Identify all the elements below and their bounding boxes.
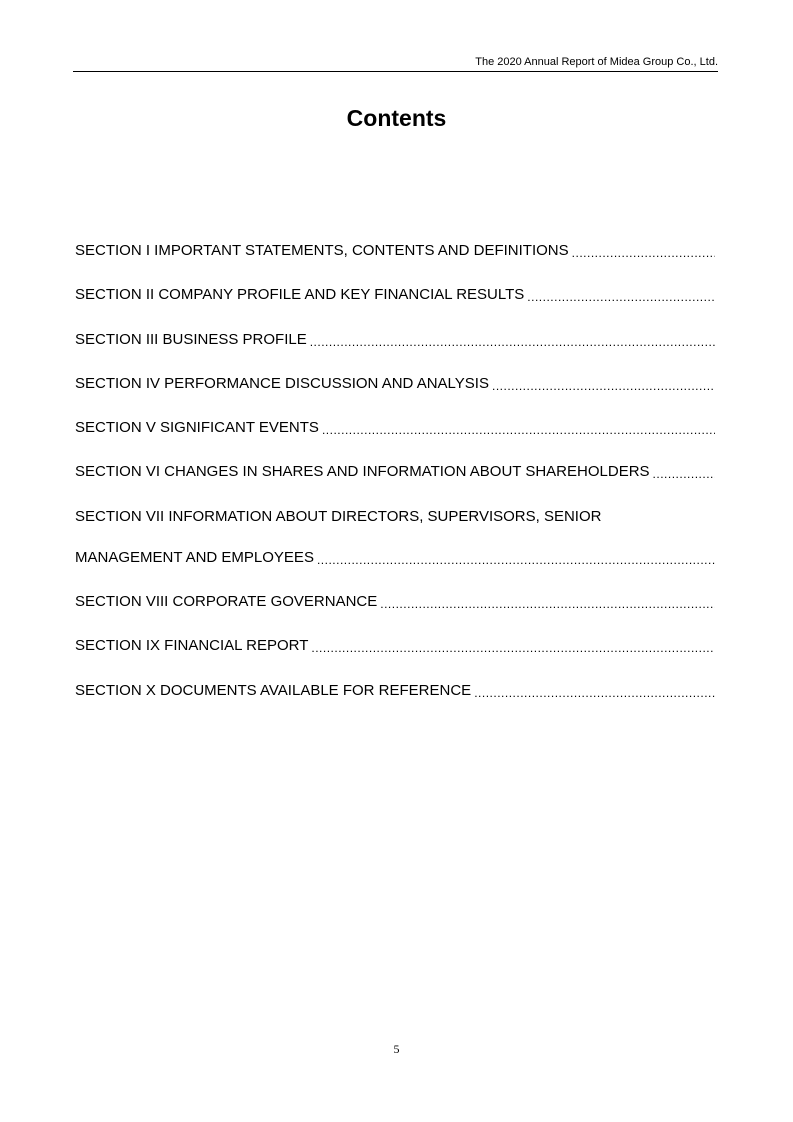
toc-entry-label: SECTION I IMPORTANT STATEMENTS, CONTENTS AND DEFINITIONS bbox=[75, 242, 569, 259]
toc-entry-section-2[interactable] bbox=[75, 284, 715, 306]
dot-leader bbox=[572, 244, 715, 262]
toc-entry-section-8[interactable] bbox=[75, 591, 715, 613]
toc-entry-label: SECTION III BUSINESS PROFILE bbox=[75, 330, 307, 348]
toc-entry-label: SECTION VIII CORPORATE GOVERNANCE bbox=[75, 593, 378, 611]
dot-leader bbox=[492, 377, 715, 395]
toc-entry-section-1[interactable] bbox=[75, 240, 715, 262]
toc-entry-section-4[interactable] bbox=[75, 373, 715, 395]
page-title: Contents bbox=[346, 105, 447, 131]
toc-entry-section-9[interactable] bbox=[75, 635, 715, 657]
dot-leader bbox=[474, 684, 715, 702]
dot-leader bbox=[322, 421, 715, 439]
header-rule bbox=[73, 71, 718, 72]
toc-entry-section-10[interactable] bbox=[75, 680, 715, 702]
dot-leader bbox=[380, 595, 715, 613]
dot-leader bbox=[310, 333, 715, 351]
page-number: 5 bbox=[393, 1042, 400, 1056]
toc-entry-label: SECTION VI CHANGES IN SHARES AND INFORMATION ABOUT SHAREHOLDERS bbox=[75, 463, 650, 481]
table-of-contents bbox=[75, 240, 715, 724]
toc-entry-label: SECTION V SIGNIFICANT EVENTS bbox=[75, 419, 319, 437]
toc-entry-label: SECTION IX FINANCIAL REPORT bbox=[75, 637, 309, 655]
toc-entry-label-line-1: SECTION VII INFORMATION ABOUT DIRECTORS, SUPERVISORS, SENIOR bbox=[75, 507, 602, 525]
toc-entry-label-line-2: MANAGEMENT AND EMPLOYEES bbox=[75, 548, 314, 566]
dot-leader bbox=[653, 465, 715, 483]
dot-leader bbox=[311, 639, 715, 657]
toc-entry-section-6[interactable] bbox=[75, 461, 715, 483]
toc-entry-label: SECTION II COMPANY PROFILE AND KEY FINANCIAL RESULTS bbox=[75, 286, 525, 304]
running-header: The 2020 Annual Report of Midea Group Co., Ltd. bbox=[475, 56, 718, 68]
dot-leader bbox=[527, 288, 715, 306]
toc-entry-label: SECTION IV PERFORMANCE DISCUSSION AND ANALYSIS bbox=[75, 374, 489, 392]
toc-entry-section-7[interactable] bbox=[75, 506, 715, 569]
toc-entry-label: SECTION X DOCUMENTS AVAILABLE FOR REFERENCE bbox=[75, 681, 472, 699]
dot-leader bbox=[317, 551, 715, 569]
toc-entry-section-3[interactable] bbox=[75, 329, 715, 351]
toc-entry-section-5[interactable] bbox=[75, 417, 715, 439]
toc-entry-label-line-2-row bbox=[75, 547, 715, 569]
